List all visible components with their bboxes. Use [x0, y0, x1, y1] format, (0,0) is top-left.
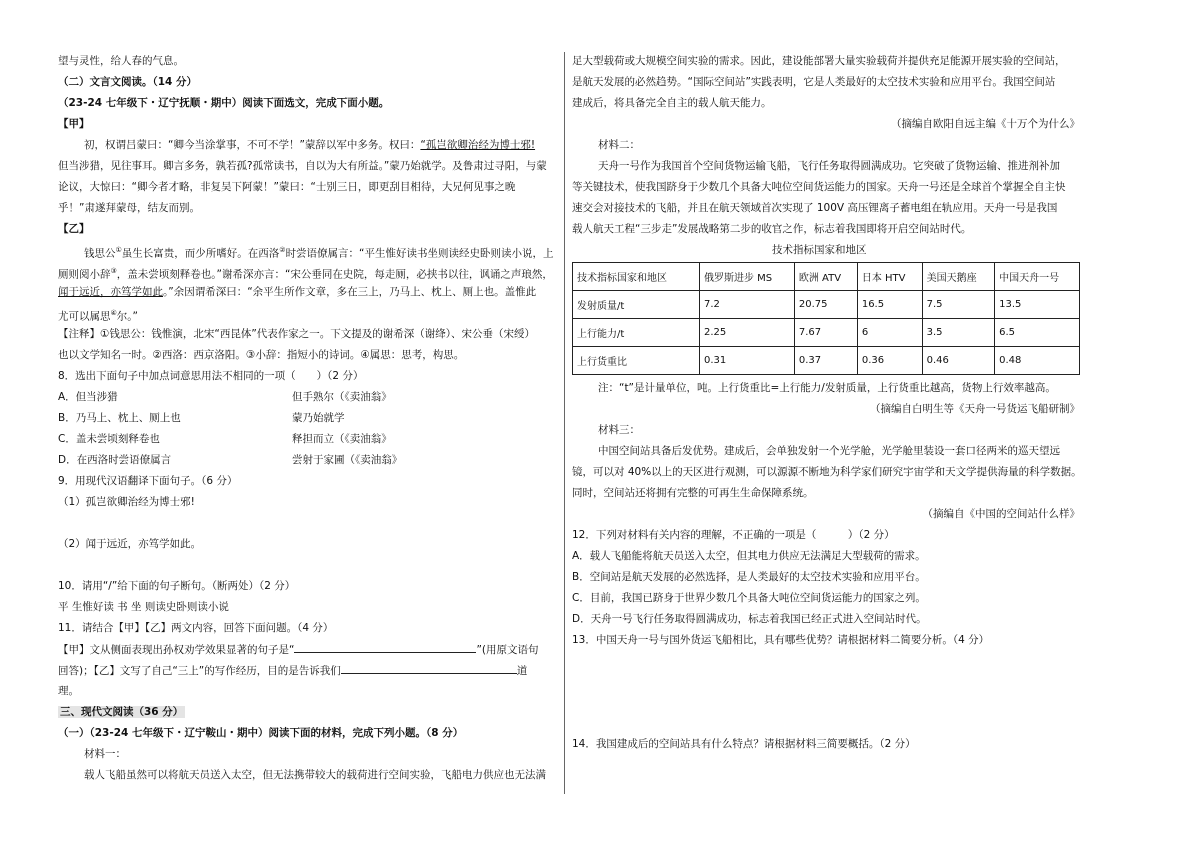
question-9-item-2: （2）闻于远近，亦笃学如此。	[58, 538, 202, 550]
table-header-cell: 美国天鹅座	[922, 263, 995, 291]
text-line: 天舟一号作为我国首个空间货物运输飞船，飞行任务取得圆满成功。它突破了货物运输、推进剂补加	[598, 160, 1060, 172]
text-line: 尤可以属思④尔。”	[58, 309, 138, 323]
table-cell: 7.67	[794, 319, 857, 347]
table-cell: 0.37	[794, 347, 857, 375]
text-span: 。”余因谓希深曰：“余平生所作文章，多在三上，乃马上、枕上、厕上也。盖惟此	[163, 286, 537, 298]
material-tag: 材料一：	[84, 748, 126, 760]
option-c-left: C．盖未尝顷刻释卷也	[58, 433, 160, 445]
text-line	[84, 138, 535, 152]
text-span: ，盖未尝顷刻释卷也。”谢希深亦言：“宋公垂同在史院，每走厕，必挟书以往，讽诵之声琅然，	[116, 268, 553, 281]
passage-tag-jia: 【甲】	[58, 118, 90, 130]
text-line: 同时，空间站还将拥有完整的可再生生命保障系统。	[572, 487, 814, 499]
text-span: 厕则阅小辞	[58, 268, 111, 281]
option-c: C．目前，我国已跻身于世界少数几个具备大吨位空间货运能力的国家之列。	[572, 592, 926, 604]
text-line: 望与灵性，给人春的气息。	[58, 55, 184, 67]
underlined-sentence: 闻于远近，亦笃学如此	[58, 286, 163, 298]
option-b: B．空间站是航天发展的必然选择，是人类最好的太空技术实验和应用平台。	[572, 571, 926, 583]
table-header-row	[573, 263, 1080, 291]
underlined-sentence: “孤岂欲卿治经为博士邪!	[420, 139, 536, 151]
text-line: 是航天发展的必然趋势。“国际空间站”实践表明，它是人类最好的太空技术实验和应用平台。我国空间站	[572, 76, 1056, 88]
table-cell: 上行能力/t	[573, 319, 700, 347]
text-span: 道	[516, 665, 528, 677]
table-header-cell: 欧洲 ATV	[794, 263, 857, 291]
table-cell: 3.5	[922, 319, 995, 347]
text-line: 等关键技术，使我国跻身于少数几个具备大吨位空间货运能力的国家。天舟一号还是全球首个掌握全自主快	[572, 181, 1066, 193]
source-citation: （摘编自欧阳自远主编《十万个为什么》	[891, 118, 1080, 130]
table-cell: 20.75	[794, 291, 857, 319]
table-cell: 7.2	[700, 291, 795, 319]
question-12: 12．下列对材料有关内容的理解，不正确的一项是（ ）（2 分）	[572, 529, 895, 541]
text-span: 【甲】文从侧面表现出孙权劝学效果显著的句子是“	[58, 644, 295, 656]
table-row	[573, 347, 1080, 375]
table-cell: 0.31	[700, 347, 795, 375]
question-13: 13．中国天舟一号与国外货运飞船相比，具有哪些优势？请根据材料二简要分析。（4 分）	[572, 634, 990, 646]
text-line: 中国空间站具备后发优势。建成后，会单独发射一个光学舱，光学舱里装设一套口径两米的巡天望远	[598, 445, 1060, 457]
material-tag: 材料二：	[598, 139, 640, 151]
text-line	[58, 285, 536, 299]
option-a: A．载人飞船能将航天员送入太空，但其电力供应无法满足大型载荷的需求。	[572, 550, 926, 562]
option-d: D．天舟一号飞行任务取得圆满成功，标志着我国已经正式进入空间站时代。	[572, 613, 927, 625]
table-cell: 上行货重比	[573, 347, 700, 375]
question-11: 11．请结合【甲】【乙】两文内容，回答下面问题。（4 分）	[58, 622, 334, 634]
table-note: 注：“t”是计量单位，吨。上行货重比=上行能力/发射质量，上行货重比越高，货物上行效率越高。	[598, 382, 1056, 394]
option-d-right: 尝射于家圃（《卖油翁》	[292, 454, 403, 466]
option-b-right: 蒙乃始就学	[292, 412, 345, 424]
option-a-left: A．但当涉猎	[58, 391, 118, 403]
option-c-right: 释担而立（《卖油翁》	[292, 433, 392, 445]
question-9: 9．用现代汉语翻译下面句子。（6 分）	[58, 475, 238, 487]
text-line: 乎！”肃遂拜蒙母，结友而别。	[58, 202, 200, 214]
option-a-right: 但手熟尔（《卖油翁》	[292, 391, 392, 403]
passage-tag-yi: 【乙】	[58, 223, 90, 235]
table-cell: 0.46	[922, 347, 995, 375]
table-cell: 6.5	[995, 319, 1080, 347]
question-10: 10．请用“/”给下面的句子断句。（断两处）（2 分）	[58, 580, 296, 592]
text-line	[58, 642, 539, 657]
section-source: （一）（23-24 七年级下・辽宁鞍山・期中）阅读下面的材料，完成下列小题。（8 分）	[58, 727, 464, 739]
text-line: 理。	[58, 685, 79, 697]
answer-blank[interactable]	[294, 642, 476, 653]
table-cell: 发射质量/t	[573, 291, 700, 319]
table-cell: 6	[857, 319, 922, 347]
text-span: 钱思公	[84, 247, 116, 260]
text-line: 载人飞船虽然可以将航天员送入太空，但无法携带较大的载荷进行空间实验，飞船电力供应也无法满	[84, 769, 546, 781]
text-span: 初，权谓吕蒙曰：“卿今当涂掌事，不可不学！”蒙辞以军中多务。权曰：	[84, 139, 421, 151]
text-line: 但当涉猎，见往事耳。卿言多务，孰若孤?孤常读书，自以为大有所益。”蒙乃始就学。及鲁肃过寻阳，与蒙	[58, 160, 547, 172]
table-header-cell: 中国天舟一号	[995, 263, 1080, 291]
table-cell: 0.36	[857, 347, 922, 375]
text-span: 时尝语僚属言：“平生惟好读书坐则读经史卧则读小说，上	[285, 247, 554, 260]
option-b-left: B．乃马上、枕上、厕上也	[58, 412, 181, 424]
text-span: 虽生长富贵，而少所嗜好。在西洛	[121, 247, 280, 260]
question-9-item-1: （1）孤岂欲卿治经为博士邪!	[58, 496, 195, 508]
answer-blank[interactable]	[341, 663, 517, 674]
table-row	[573, 291, 1080, 319]
option-d-left: D．在西洛时尝语僚属言	[58, 454, 172, 466]
table-caption: 技术指标国家和地区	[772, 244, 867, 256]
text-line: 速交会对接技术的飞船，并且在航天领域首次实现了 100V 高压锂离子蓄电组在轨应用。天舟一号是我国	[572, 202, 1058, 214]
table-cell: 7.5	[922, 291, 995, 319]
text-span: 尔。”	[116, 310, 138, 323]
spec-table	[572, 262, 1080, 375]
text-line: 建成后，将具备完全自主的载人航天能力。	[572, 97, 772, 109]
table-header-cell: 技术指标国家和地区	[573, 263, 700, 291]
source-citation: （摘编自《中国的空间站什么样》	[922, 508, 1080, 520]
table-cell: 2.25	[700, 319, 795, 347]
table-header-cell: 俄罗斯进步 MS	[700, 263, 795, 291]
table-header-cell: 日本 HTV	[857, 263, 922, 291]
table-cell: 0.48	[995, 347, 1080, 375]
text-line: 镜，可以对 40%以上的天区进行观测，可以源源不断地为科学家们研究宇宙学和天文学提供海量的科学数据。	[572, 466, 1082, 478]
material-tag: 材料三：	[598, 424, 640, 436]
text-line: 厕则阅小辞③，盖未尝顷刻释卷也。”谢希深亦言：“宋公垂同在史院，每走厕，必挟书以往，讽诵之声琅然，	[58, 267, 553, 281]
section-source: （23-24 七年级下・辽宁抚顺・期中）阅读下面选文，完成下面小题。	[58, 97, 390, 109]
table-row	[573, 319, 1080, 347]
note-line: 也以文学知名一时。②西洛：西京洛阳。③小辞：指短小的诗词。④属思：思考，构思。	[58, 349, 465, 361]
question-8: 8．选出下面句子中加点词意思用法不相同的一项（ ）（2 分）	[58, 370, 364, 382]
text-line: 足大型载荷或大规模空间实验的需求。因此，建设能部署大量实验载荷并提供充足能源开展实验的空间站，	[572, 55, 1066, 67]
table-cell: 13.5	[995, 291, 1080, 319]
table-cell: 16.5	[857, 291, 922, 319]
text-span: 尤可以属思	[58, 310, 111, 323]
text-line	[58, 663, 527, 678]
source-citation: （摘编自白明生等《天舟一号货运飞船研制》	[870, 403, 1080, 415]
text-span: 回答)；【乙】文写了自己“三上”的写作经历，目的是告诉我们	[58, 665, 341, 677]
note-line: 【注释】①钱思公：钱惟演，北宋“西昆体”代表作家之一。下文提及的谢希深（谢绛）、宋公垂（宋绶）	[58, 328, 536, 340]
text-line: 论议，大惊曰：“卿今者才略，非复吴下阿蒙！”蒙曰：“士别三日，即更刮目相待，大兄何见事之晚	[58, 181, 516, 193]
text-span: ”(用原文语句	[476, 644, 539, 656]
column-divider	[564, 52, 565, 794]
question-10-sentence: 平 生惟好读 书 坐 则读史卧则读小说	[58, 601, 229, 613]
section-title: （二）文言文阅读。（14 分）	[58, 76, 198, 88]
text-line: 钱思公①虽生长富贵，而少所嗜好。在西洛②时尝语僚属言：“平生惟好读书坐则读经史卧则读小说，上	[84, 246, 554, 260]
section-heading: 三、现代文阅读（36 分）	[60, 706, 184, 718]
section-title	[58, 705, 185, 719]
question-14: 14．我国建成后的空间站具有什么特点？请根据材料三简要概括。（2 分）	[572, 738, 916, 750]
text-line: 载人航天工程“三步走”发展战略第二步的收官之作，标志着我国即将开启空间站时代。	[572, 223, 972, 235]
